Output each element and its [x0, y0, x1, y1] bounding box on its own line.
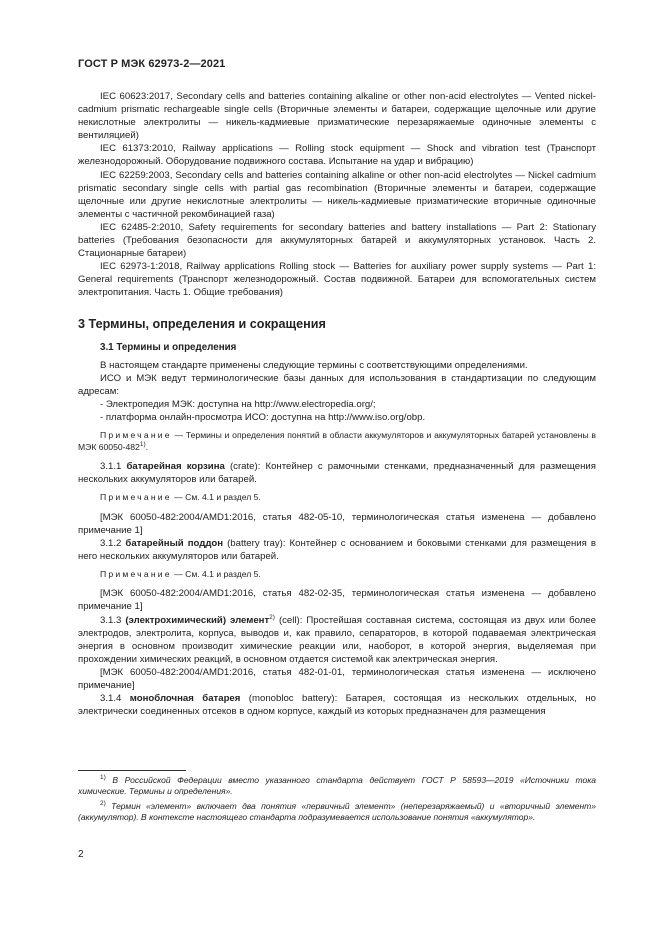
footnote — [78, 775, 596, 798]
note-text: — См. 4.1 и раздел 5. — [171, 492, 261, 503]
document-header: ГОСТ Р МЭК 62973-2—2021 — [78, 58, 226, 70]
intro-paragraph: В настоящем стандарте применены следующие термины с соответствующими определениями. — [100, 359, 528, 371]
footnote-separator — [78, 770, 186, 771]
term-definition: (monobloc battery): Батарея, состоящая из нескольких отдельных, но электрически соединенных отсеков в одном корпусе, каждый из которых предназначен для размещения — [78, 693, 596, 718]
term-definition: (cell): Простейшая составная система, состоящая из двух или более электродов, электролита, корпуса, выводов и, как правило, сепараторов, в которой подаваемая электрическая энергия в основном производит химические реакции или, наоборот, в которой энергия, выделяемая при прохождении химических реакций, в основном отдается системой как электрическая энергия. — [78, 614, 596, 665]
term-name: моноблочная батарея — [129, 693, 241, 705]
footnote-text: В Российской Федерации вместо указанного стандарта действует ГОСТ Р 58593—2019 «Источники тока химические. Термины и определения». — [78, 775, 596, 797]
term-source: [МЭК 60050-482:2004/AMD1:2016, статья 482-02-35, терминологическая статья изменена — добавлено примечание 1] — [78, 588, 596, 613]
term-entry — [78, 614, 596, 666]
list-item: - Электропедия МЭК: доступна на http://www.electropedia.org/; — [100, 398, 376, 410]
note — [78, 569, 596, 580]
note-label: Примечание — [100, 430, 172, 441]
footnote-ref: 1) — [139, 440, 146, 448]
term-number: 3.1.3 — [100, 614, 122, 626]
term-source: [МЭК 60050-482:2004/AMD1:2016, статья 482-01-01, терминологическая статья изменена — исключено примечание] — [78, 666, 596, 691]
term-definition: (battery tray): Контейнер с основанием и боковыми стенками для размещения в него нескольких аккумуляторов или батарей. — [78, 537, 596, 562]
page-content — [78, 90, 596, 718]
term-number: 3.1.2 — [100, 537, 122, 549]
note — [78, 430, 596, 453]
note-label: Примечание — [100, 568, 172, 579]
footnote-mark: 1) — [100, 774, 106, 781]
term-name: батарейная корзина — [126, 460, 225, 472]
term-number: 3.1.1 — [100, 460, 122, 472]
footnote-text: Термин «элемент» включает два понятия «первичный элемент» (неперезаряжаемый) и «вторичный элемент» (аккумулятор). В контексте настоящего стандарта подразумевается использование понятия «аккумулятор». — [78, 801, 596, 823]
term-entry — [78, 537, 596, 563]
section-heading: 3 Термины, определения и сокращения — [78, 316, 326, 331]
term-name: батарейный поддон — [125, 537, 224, 549]
page-number: 2 — [78, 849, 84, 860]
term-number: 3.1.4 — [100, 693, 122, 705]
list-item: - платформа онлайн-просмотра ИСО: доступна на http://www.iso.org/obp. — [100, 412, 426, 424]
footnote — [78, 801, 596, 824]
intro-paragraph: ИСО и МЭК ведут терминологические базы данных для использования в стандартизации по следующим адресам: — [78, 372, 596, 397]
subsection-heading: 3.1 Термины и определения — [100, 341, 237, 353]
normative-reference: IEC 62259:2003, Secondary cells and batteries containing alkaline or other non-acid electrolytes — Nickel cadmium prismatic secondary single cells with partial gas recombination (Вторичные элементы и батареи, содержащие щелочные или другие некислотные электролиты — никель-кадмиевые призматические вторичные одиночные элементы с частичной рекомбинацией газа) — [78, 169, 596, 220]
normative-reference: IEC 62973-1:2018, Railway applications Rolling stock — Batteries for auxiliary power supply systems — Part 1: General requirements (Транспорт железнодорожный. Состав подвижной. Батареи для вспомогательных систем электропитания. Часть 1. Общие требования) — [78, 261, 596, 299]
note-end: . — [145, 441, 148, 452]
normative-reference: IEC 62485-2:2010, Safety requirements for secondary batteries and battery installations — Part 2: Stationary batteries (Требования безопасности для аккумуляторных батарей и аккумуляторных установок. Часть 2. Стационарные батареи) — [78, 221, 596, 260]
normative-reference: IEC 60623:2017, Secondary cells and batteries containing alkaline or other non-acid electrolytes — Vented nickel-cadmium prismatic rechargeable single cells (Вторичные элементы и батареи, содержащие щелочные или другие некислотные электролиты — никель-кадмиевые призматические перезаряжаемые одиночные элементы с вентиляцией) — [78, 91, 596, 142]
term-source: [МЭК 60050-482:2004/AMD1:2016, статья 482-05-10, терминологическая статья изменена — добавлено примечание 1] — [78, 511, 596, 536]
normative-reference: IEC 61373:2010, Railway applications — Rolling stock equipment — Shock and vibration test (Транспорт железнодорожный. Оборудование подвижного состава. Испытание на удар и вибрацию) — [78, 143, 596, 168]
term-name: (электрохимический) элемент — [125, 614, 270, 626]
footnote-mark: 2) — [100, 800, 106, 807]
footnote-ref: 2) — [269, 613, 275, 621]
term-entry — [78, 460, 596, 486]
note-label: Примечание — [100, 492, 172, 503]
note — [78, 492, 596, 503]
note-text: — См. 4.1 и раздел 5. — [171, 568, 261, 579]
note-text: — Термины и определения понятий в области аккумуляторов и аккумуляторных батарей установлены в МЭК 60050-482 — [78, 430, 596, 452]
term-entry — [78, 692, 596, 718]
term-definition: (crate): Контейнер с рамочными стенками, предназначенный для размещения нескольких аккумуляторов или батарей. — [78, 460, 596, 486]
